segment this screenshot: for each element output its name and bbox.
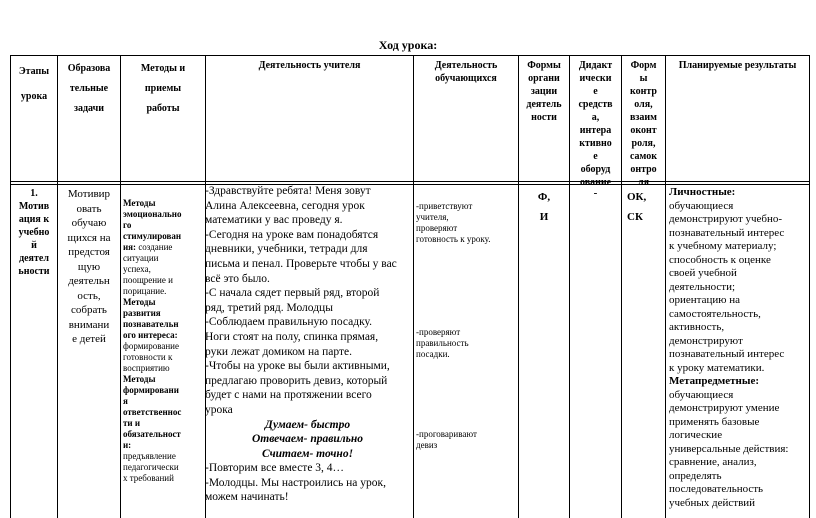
row1-didactic: - bbox=[593, 187, 598, 199]
col-line bbox=[10, 55, 11, 518]
teacher-line: -Сегодня на уроке вам понадобятся bbox=[205, 228, 379, 241]
header-separator bbox=[10, 181, 810, 182]
row1-forms: Ф, И bbox=[537, 191, 551, 223]
row1-teacher bbox=[205, 184, 410, 505]
header-results: Планируемые результаты bbox=[678, 60, 797, 71]
methods-2-label: Методы развития познавательн ого интереса: bbox=[123, 297, 179, 340]
teacher-line: -Чтобы на уроке вы были активными, bbox=[205, 360, 390, 373]
row1-control: ОК, СК bbox=[627, 191, 647, 223]
teacher-end-line: можем начинать! bbox=[205, 491, 289, 504]
teacher-line: математики у вас проведу я. bbox=[205, 214, 343, 227]
row1-tasks: Мотивир овать обучаю щихся на предстоя щую деятельн ость, собрать внимани е детей bbox=[67, 188, 111, 345]
header-didactic: Дидакт ически е средств а, интера ктивно е оборуд ование bbox=[578, 60, 613, 188]
results-personal: обучающиеся демонстрируют учебно- познавательный интерес к учебному материалу; способность к оценке своей учебной деятельности; ориентацию на самостоятельность, активность, демонстрируют познавательный интерес к уроку математики. bbox=[669, 199, 785, 374]
col-line bbox=[413, 55, 414, 518]
methods-1-text: создание ситуации успеха, поощрение и порицание. bbox=[123, 242, 173, 296]
row1-students-greet: -приветствуют учителя, проверяют готовность к уроку. bbox=[416, 201, 491, 244]
col-line bbox=[809, 55, 810, 518]
header-control: Форм ы контр оля, взаим оконт роля, самок онтро ля bbox=[629, 60, 657, 188]
teacher-line: руки лежат домиком на парте. bbox=[205, 345, 352, 358]
header-methods: Методы и приемы работы bbox=[140, 63, 186, 114]
motto-line: Отвечаем- правильно bbox=[251, 433, 364, 446]
motto-line: Думаем- быстро bbox=[264, 418, 351, 431]
teacher-end-line: -Повторим все вместе 3, 4… bbox=[205, 462, 345, 475]
row1-students-motto: -проговаривают девиз bbox=[416, 429, 477, 450]
teacher-line: дневники, учебники, тетради для bbox=[205, 243, 368, 256]
methods-3-text: предъявление педагогически х требований bbox=[123, 451, 179, 483]
teacher-line: -Здравствуйте ребята! Меня зовут bbox=[205, 185, 371, 197]
teacher-line: ряд, третий ряд. Молодцы bbox=[205, 301, 333, 314]
teacher-line: всё это было. bbox=[205, 272, 270, 285]
methods-3-label: Методы формировани я ответственнос ти и обязательност и: bbox=[123, 374, 182, 450]
teacher-lines bbox=[205, 184, 410, 418]
row1-students-posture: -проверяют правильность посадки. bbox=[416, 327, 469, 359]
methods-2-text: формирование готовности к восприятию bbox=[123, 341, 179, 373]
header-students: Деятельность обучающихся bbox=[434, 60, 498, 84]
methods-1-label: Методы эмоционально го стимулирован ия: bbox=[123, 198, 182, 252]
teacher-line: -Соблюдаем правильную посадку. bbox=[205, 316, 373, 329]
header-teacher: Деятельность учителя bbox=[258, 60, 361, 71]
results-meta-label: Метапредметные: bbox=[669, 375, 760, 387]
col-line bbox=[665, 55, 666, 518]
page-title: Ход урока: bbox=[378, 38, 438, 52]
teacher-end-line: -Молодцы. Мы настроились на урок, bbox=[205, 476, 386, 489]
row1-methods bbox=[123, 187, 204, 484]
header-separator-double bbox=[10, 184, 810, 185]
teacher-line: Алина Алексеевна, сегодня урок bbox=[205, 199, 365, 212]
teacher-line: Ноги стоят на полу, спинка прямая, bbox=[205, 330, 379, 343]
header-forms: Формы органи зации деятель ности bbox=[526, 60, 562, 123]
table-border-top bbox=[10, 55, 810, 56]
col-line bbox=[120, 55, 121, 518]
header-stages: Этапы урока bbox=[18, 66, 50, 102]
results-personal-label: Личностные: bbox=[669, 186, 736, 198]
header-tasks: Образова тельные задачи bbox=[67, 63, 111, 114]
teacher-line: письма и пенал. Проверьте чтобы у вас bbox=[205, 257, 397, 270]
motto-line: Считаем- точно! bbox=[261, 447, 354, 460]
col-line bbox=[518, 55, 519, 518]
row1-stage: 1. Мотив ация к учебно й деятел ьности bbox=[18, 188, 50, 277]
motto bbox=[205, 418, 410, 462]
results-meta: обучающиеся демонстрируют умение применять базовые логические универсальные действия: сравнение, анализ, определять последовательность учебных действий bbox=[669, 388, 789, 509]
teacher-line: предлагаю проворить девиз, который bbox=[205, 374, 388, 387]
teacher-line: -С начала сядет первый ряд, второй bbox=[205, 287, 380, 300]
teacher-line: будет с нами на протяжении всего bbox=[205, 389, 372, 402]
row1-results bbox=[669, 186, 809, 510]
teacher-line: урока bbox=[205, 403, 233, 416]
